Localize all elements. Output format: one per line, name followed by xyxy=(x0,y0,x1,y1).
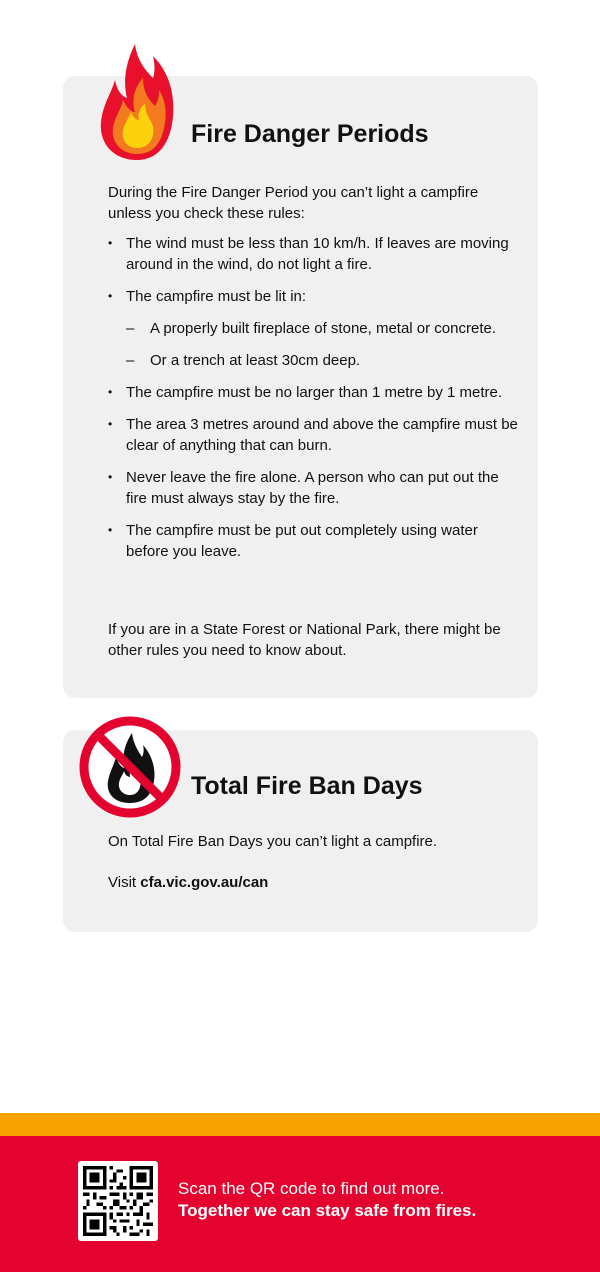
fire-danger-intro: During the Fire Danger Period you can’t light a campfire unless you check these rules: xyxy=(108,184,479,222)
rule-item xyxy=(108,467,518,509)
sub-rule-item: – A properly built fireplace of stone, metal or concrete. xyxy=(126,318,518,339)
footer-text xyxy=(178,1178,476,1222)
rule-text: The campfire must be lit in: xyxy=(126,288,307,305)
no-fire-icon xyxy=(78,715,182,819)
cfa-link[interactable]: cfa.vic.gov.au/can xyxy=(140,874,269,891)
footer xyxy=(0,1136,600,1272)
footer-line-2: Together we can stay safe from fires. xyxy=(178,1201,477,1220)
qr-code[interactable] xyxy=(78,1161,158,1241)
rule-text: The campfire must be no larger than 1 metre by 1 metre. xyxy=(126,384,503,401)
rule-text: The wind must be less than 10 km/h. If leaves are moving around in the wind, do not light a fire. xyxy=(126,235,509,273)
fire-danger-rules xyxy=(108,233,518,573)
total-fire-ban-text: On Total Fire Ban Days you can’t light a campfire. xyxy=(108,833,438,850)
qr-code-graphic xyxy=(83,1166,153,1236)
rule-text: The campfire must be put out completely using water before you leave. xyxy=(126,522,478,560)
rule-item xyxy=(108,233,518,275)
fire-danger-card xyxy=(63,76,538,698)
rule-sub-list xyxy=(126,318,518,371)
rule-text: Never leave the fire alone. A person who can put out the fire must always stay by the fire. xyxy=(126,469,499,507)
visit-line xyxy=(108,872,518,893)
fire-danger-outro: If you are in a State Forest or National Park, there might be other rules you need to know about. xyxy=(108,621,501,659)
rule-item xyxy=(108,286,518,371)
total-fire-ban-title: Total Fire Ban Days xyxy=(191,772,423,800)
flame-icon xyxy=(97,42,177,162)
footer-line-1: Scan the QR code to find out more. xyxy=(178,1179,445,1198)
rule-text: The area 3 metres around and above the campfire must be clear of anything that can burn. xyxy=(126,416,518,454)
rule-item xyxy=(108,520,518,562)
footer-stripe xyxy=(0,1113,600,1136)
sub-rule-item: – Or a trench at least 30cm deep. xyxy=(126,350,518,371)
fire-danger-title: Fire Danger Periods xyxy=(191,120,429,148)
visit-prefix: Visit xyxy=(108,874,141,891)
rule-item xyxy=(108,414,518,456)
rule-item xyxy=(108,382,518,403)
